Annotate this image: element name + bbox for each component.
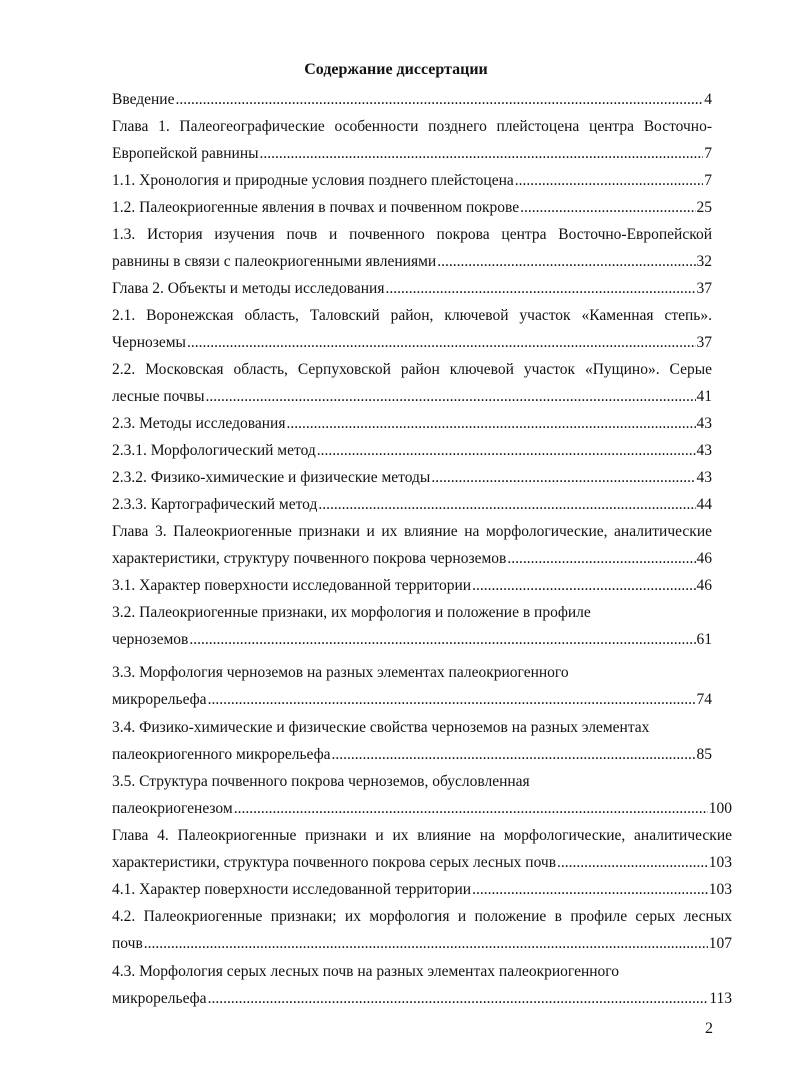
toc-entry-text: Европейской равнины <box>112 145 259 162</box>
toc-entry-text: микрорельефа <box>112 990 207 1007</box>
toc-entry[interactable] <box>112 412 712 436</box>
toc-entry-page: 85 <box>696 746 712 763</box>
toc-entry-text: характеристики, структуру почвенного покрова черноземов <box>112 550 507 567</box>
toc-entry[interactable] <box>112 358 712 382</box>
toc-entry[interactable] <box>112 223 712 247</box>
toc-entry-text: микрорельефа <box>112 691 207 708</box>
toc-entry-page: 32 <box>696 253 712 270</box>
toc-entry-page: 25 <box>696 199 712 216</box>
leader-dots <box>332 743 696 767</box>
leader-dots <box>472 878 708 902</box>
toc-entry-page: 113 <box>709 990 732 1007</box>
toc-entry-text: черноземов <box>112 631 189 648</box>
leader-dots <box>208 987 709 1011</box>
toc-entry-text: 1.1. Хронология и природные условия позднего плейстоцена <box>112 172 514 189</box>
toc-entry[interactable] <box>112 688 712 712</box>
leader-dots <box>286 412 695 436</box>
toc-entry[interactable] <box>112 960 732 984</box>
toc-entry-page: 61 <box>696 631 712 648</box>
leader-dots <box>189 628 695 652</box>
toc-entry[interactable] <box>112 716 712 740</box>
toc-entry[interactable] <box>112 905 732 929</box>
toc-entry-page: 46 <box>696 577 712 594</box>
toc-entry-text: почв <box>112 935 143 952</box>
leader-dots <box>206 385 696 409</box>
toc-entry[interactable] <box>112 824 732 848</box>
toc-entry[interactable] <box>112 797 732 821</box>
toc-entry-text: 2.3.2. Физико-химические и физические методы <box>112 469 431 486</box>
toc-entry-text: Глава 2. Объекты и методы исследования <box>112 280 385 297</box>
leader-dots <box>385 277 695 301</box>
toc-entry[interactable] <box>112 385 712 409</box>
toc-entry-page: 7 <box>704 145 712 162</box>
toc-entry-page: 37 <box>696 280 712 297</box>
leader-dots <box>515 169 704 193</box>
toc-entry-text: 1.3. История изучения почв и почвенного покрова центра Восточно-Европейской <box>112 226 712 243</box>
toc-entry-text: Черноземы <box>112 334 186 351</box>
leader-dots <box>507 547 695 571</box>
toc-entry-text: 3.2. Палеокриогенные признаки, их морфология и положение в профиле <box>112 604 591 621</box>
toc-entry-text: характеристики, структура почвенного покрова серых лесных почв <box>112 854 557 871</box>
leader-dots <box>472 574 695 598</box>
toc-entry-text: 3.1. Характер поверхности исследованной территории <box>112 577 472 594</box>
toc-entry[interactable] <box>112 547 712 571</box>
toc-entry[interactable] <box>112 601 712 625</box>
page-title: Содержание диссертации <box>304 61 488 78</box>
toc-entry[interactable] <box>112 169 712 193</box>
leader-dots <box>437 250 695 274</box>
leader-dots <box>208 688 696 712</box>
toc-entry[interactable] <box>112 574 712 598</box>
toc-entry-text: 2.3.3. Картографический метод <box>112 496 318 513</box>
toc-entry-text: 1.2. Палеокриогенные явления в почвах и почвенном покрове <box>112 199 520 216</box>
toc-entry[interactable] <box>112 196 712 220</box>
toc-entry-page: 107 <box>708 935 732 952</box>
toc-entry-page: 74 <box>696 691 712 708</box>
toc-entry-text: 4.3. Морфология серых лесных почв на разных элементах палеокриогенного <box>112 963 620 980</box>
toc-entry[interactable] <box>112 439 712 463</box>
toc-entry[interactable] <box>112 304 712 328</box>
toc-entry-text: 2.1. Воронежская область, Таловский район, ключевой участок «Каменная степь». <box>112 307 712 324</box>
toc-entry[interactable] <box>112 142 712 166</box>
toc-entry[interactable] <box>112 661 712 685</box>
toc-entry-text: Введение <box>112 91 175 108</box>
leader-dots <box>234 797 708 821</box>
toc-entry-page: 43 <box>696 415 712 432</box>
toc-entry[interactable] <box>112 331 712 355</box>
toc-entry-text: равнины в связи с палеокриогенными явлениями <box>112 253 437 270</box>
toc-entry-page: 44 <box>696 496 712 513</box>
toc-entry-text: лесные почвы <box>112 388 205 405</box>
toc-entry-page: 100 <box>708 800 732 817</box>
toc-entry[interactable] <box>112 520 712 544</box>
toc-entry-text: Глава 3. Палеокриогенные признаки и их влияние на морфологические, аналитические <box>112 523 712 540</box>
toc-entry-page: 43 <box>696 442 712 459</box>
toc-entry[interactable] <box>112 851 732 875</box>
toc-entry-page: 103 <box>708 854 732 871</box>
toc-entry[interactable] <box>112 987 732 1011</box>
toc-entry[interactable] <box>112 628 712 652</box>
leader-dots <box>317 439 696 463</box>
toc-entry-text: палеокриогенезом <box>112 800 233 817</box>
toc-entry-page: 103 <box>708 881 732 898</box>
toc-entry-text: палеокриогенного микрорельефа <box>112 746 331 763</box>
leader-dots <box>318 493 695 517</box>
leader-dots <box>260 142 704 166</box>
toc-entry-text: 3.4. Физико-химические и физические свойства черноземов на разных элементах <box>112 719 650 736</box>
leader-dots <box>175 88 703 112</box>
toc-entry-page: 37 <box>696 334 712 351</box>
toc-entry-text: 4.2. Палеокриогенные признаки; их морфология и положение в профиле серых лесных <box>112 908 732 925</box>
toc-entry-text: Глава 4. Палеокриогенные признаки и их влияние на морфологические, аналитические <box>112 827 732 844</box>
toc-entry-text: 2.3.1. Морфологический метод <box>112 442 316 459</box>
toc-entry-text: 4.1. Характер поверхности исследованной территории <box>112 881 472 898</box>
toc-entry[interactable] <box>112 743 712 767</box>
toc-entry[interactable] <box>112 277 712 301</box>
toc-entry[interactable] <box>112 466 712 490</box>
toc-entry[interactable] <box>112 932 732 956</box>
toc-entry[interactable] <box>112 250 712 274</box>
toc-entry-text: Глава 1. Палеогеографические особенности позднего плейстоцена центра Восточно- <box>112 118 712 135</box>
toc-entry[interactable] <box>112 115 712 139</box>
page-number: 2 <box>705 1020 713 1037</box>
leader-dots <box>557 851 708 875</box>
toc-entry-page: 7 <box>704 172 712 189</box>
toc-entry[interactable] <box>112 770 712 794</box>
toc-entry-text: 2.2. Московская область, Серпуховской район ключевой участок «Пущино». Серые <box>112 361 712 378</box>
toc-entry[interactable] <box>112 878 732 902</box>
toc-entry-page: 46 <box>696 550 712 567</box>
toc-entry-page: 43 <box>696 469 712 486</box>
leader-dots <box>431 466 695 490</box>
leader-dots <box>520 196 695 220</box>
toc-entry-page: 41 <box>696 388 712 405</box>
toc-entry-text: 3.5. Структура почвенного покрова черноземов, обусловленная <box>112 773 530 790</box>
toc-entry[interactable] <box>112 88 712 112</box>
toc-entry[interactable] <box>112 493 712 517</box>
toc-entry-text: 2.3. Методы исследования <box>112 415 286 432</box>
toc-entry-page: 4 <box>704 91 712 108</box>
leader-dots <box>144 932 708 956</box>
toc-entry-text: 3.3. Морфология черноземов на разных элементах палеокриогенного <box>112 664 569 681</box>
leader-dots <box>187 331 696 355</box>
